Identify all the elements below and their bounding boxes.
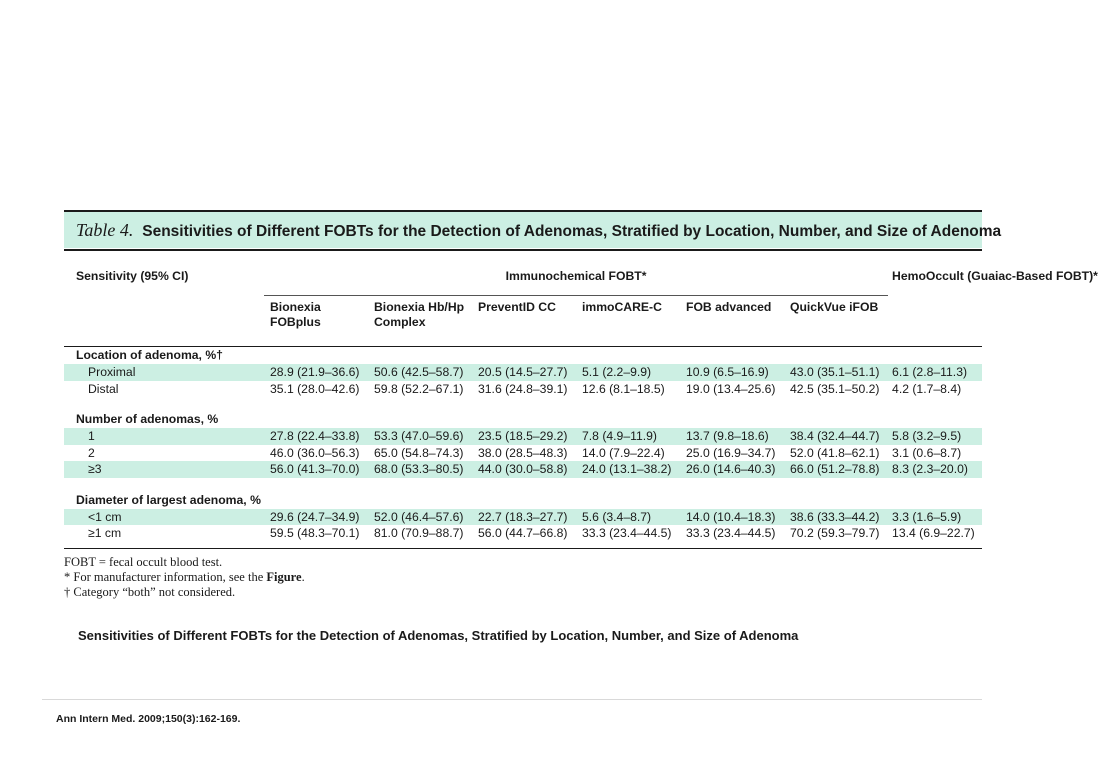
table-cell: 10.9 (6.5–16.9) [680,364,784,381]
table-cell: 35.1 (28.0–42.6) [270,381,360,396]
citation: Ann Intern Med. 2009;150(3):162-169. [56,713,241,725]
footnote-fobt: FOBT = fecal occult blood test. [64,554,223,569]
table-cell: 59.8 (52.2–67.1) [374,381,464,396]
divider [42,699,982,700]
table-cell: 33.3 (23.4–44.5) [582,526,672,540]
table-cell: 56.0 (44.7–66.8) [478,526,568,540]
row-label: <1 cm [64,509,264,526]
column-header: PreventID CC [478,300,556,314]
table-cell: 38.4 (32.4–44.7) [784,428,888,445]
figure-reference: Figure [266,569,302,584]
row-label: Distal [88,381,119,396]
table-cell: 23.5 (18.5–29.2) [472,428,576,445]
table-cell: 29.6 (24.7–34.9) [264,509,368,526]
table-cell: 12.6 (8.1–18.5) [582,381,665,396]
table-cell: 65.0 (54.8–74.3) [374,445,464,460]
table-cell: 50.6 (42.5–58.7) [368,364,472,381]
column-header: Bionexia Hb/Hp Complex [374,300,465,329]
table-cell: 81.0 (70.9–88.7) [374,526,464,540]
table-cell: 59.5 (48.3–70.1) [270,526,360,540]
table-cell: 46.0 (36.0–56.3) [270,445,360,460]
table-cell: 4.2 (1.7–8.4) [892,381,962,396]
footnote-manufacturer: * For manufacturer information, see the Figure. [64,569,305,584]
section-label: Location of adenoma, %† [76,348,223,362]
table-body [64,347,982,549]
table-cell: 68.0 (53.3–80.5) [368,461,472,478]
table-title-bar [64,210,1002,248]
table-row [64,461,982,478]
sensitivity-table [64,269,1098,549]
header-sensitivity: Sensitivity (95% CI) [76,269,189,283]
table-cell: 5.1 (2.2–9.9) [576,364,680,381]
table-cell: 38.0 (28.5–48.3) [478,445,568,460]
table-cell: 44.0 (30.0–58.8) [472,461,576,478]
table-cell: 53.3 (47.0–59.6) [368,428,472,445]
table-cell: 13.4 (6.9–22.7) [892,526,975,540]
header-immunochemical: Immunochemical FOBT* [264,269,888,296]
table-cell: 6.1 (2.8–11.3) [888,364,982,381]
table-figure [64,210,1098,600]
table-cell: 66.0 (51.2–78.8) [784,461,888,478]
table-cell: 8.3 (2.3–20.0) [888,461,982,478]
footnote-category: † Category “both” not considered. [64,584,236,599]
section-label: Diameter of largest adenoma, % [76,492,261,507]
column-header: QuickVue iFOB [790,300,879,314]
table-cell: 24.0 (13.1–38.2) [576,461,680,478]
header-hemooccult: HemoOccult (Guaiac-Based FOBT)* [892,269,1098,283]
row-label: ≥3 [64,461,264,478]
table-cell: 52.0 (41.8–62.1) [790,445,880,460]
table-cell: 25.0 (16.9–34.7) [686,445,776,460]
table-cell: 42.5 (35.1–50.2) [790,381,880,396]
column-header-row [64,296,982,347]
table-title: Sensitivities of Different FOBTs for the Detection of Adenomas, Stratified by Location, Number, and Size of Adenoma [142,223,1002,240]
table-cell: 52.0 (46.4–57.6) [368,509,472,526]
table-row [64,445,982,462]
table-row [64,381,982,398]
table-number: Table 4. [76,220,134,240]
table-cell: 38.6 (33.3–44.2) [784,509,888,526]
table-row [64,509,982,526]
table-cell: 56.0 (41.3–70.0) [264,461,368,478]
table-cell: 3.3 (1.6–5.9) [888,509,982,526]
table-cell: 7.8 (4.9–11.9) [576,428,680,445]
section-label: Number of adenomas, % [76,412,219,426]
slide-caption: Sensitivities of Different FOBTs for the Detection of Adenomas, Stratified by Location, Number, and Size of Adenoma [78,628,799,643]
table-cell: 33.3 (23.4–44.5) [686,526,776,540]
column-header: FOB advanced [686,300,772,314]
row-label: 2 [88,445,95,460]
table-cell: 20.5 (14.5–27.7) [472,364,576,381]
table-cell: 13.7 (9.8–18.6) [680,428,784,445]
table-cell: 28.9 (21.9–36.6) [264,364,368,381]
column-header: immoCARE-C [582,300,662,314]
table-cell: 70.2 (59.3–79.7) [790,526,880,540]
column-header: Bionexia FOBplus [270,300,321,329]
footnotes [64,555,982,600]
table-row [64,364,982,381]
row-label: ≥1 cm [88,526,122,540]
row-label: 1 [64,428,264,445]
table-cell: 5.8 (3.2–9.5) [888,428,982,445]
table-cell: 14.0 (10.4–18.3) [680,509,784,526]
table-cell: 31.6 (24.8–39.1) [478,381,568,396]
table-cell: 14.0 (7.9–22.4) [582,445,665,460]
table-cell: 26.0 (14.6–40.3) [680,461,784,478]
table-cell: 19.0 (13.4–25.6) [686,381,776,396]
section-row [64,492,982,509]
table-row [64,525,982,542]
section-row [64,411,982,428]
row-label: Proximal [64,364,264,381]
table-cell: 3.1 (0.6–8.7) [892,445,962,460]
table-cell: 22.7 (18.3–27.7) [472,509,576,526]
table-row [64,428,982,445]
table-cell: 27.8 (22.4–33.8) [264,428,368,445]
table-cell: 5.6 (3.4–8.7) [576,509,680,526]
table-cell: 43.0 (35.1–51.1) [784,364,888,381]
section-row [64,347,982,364]
